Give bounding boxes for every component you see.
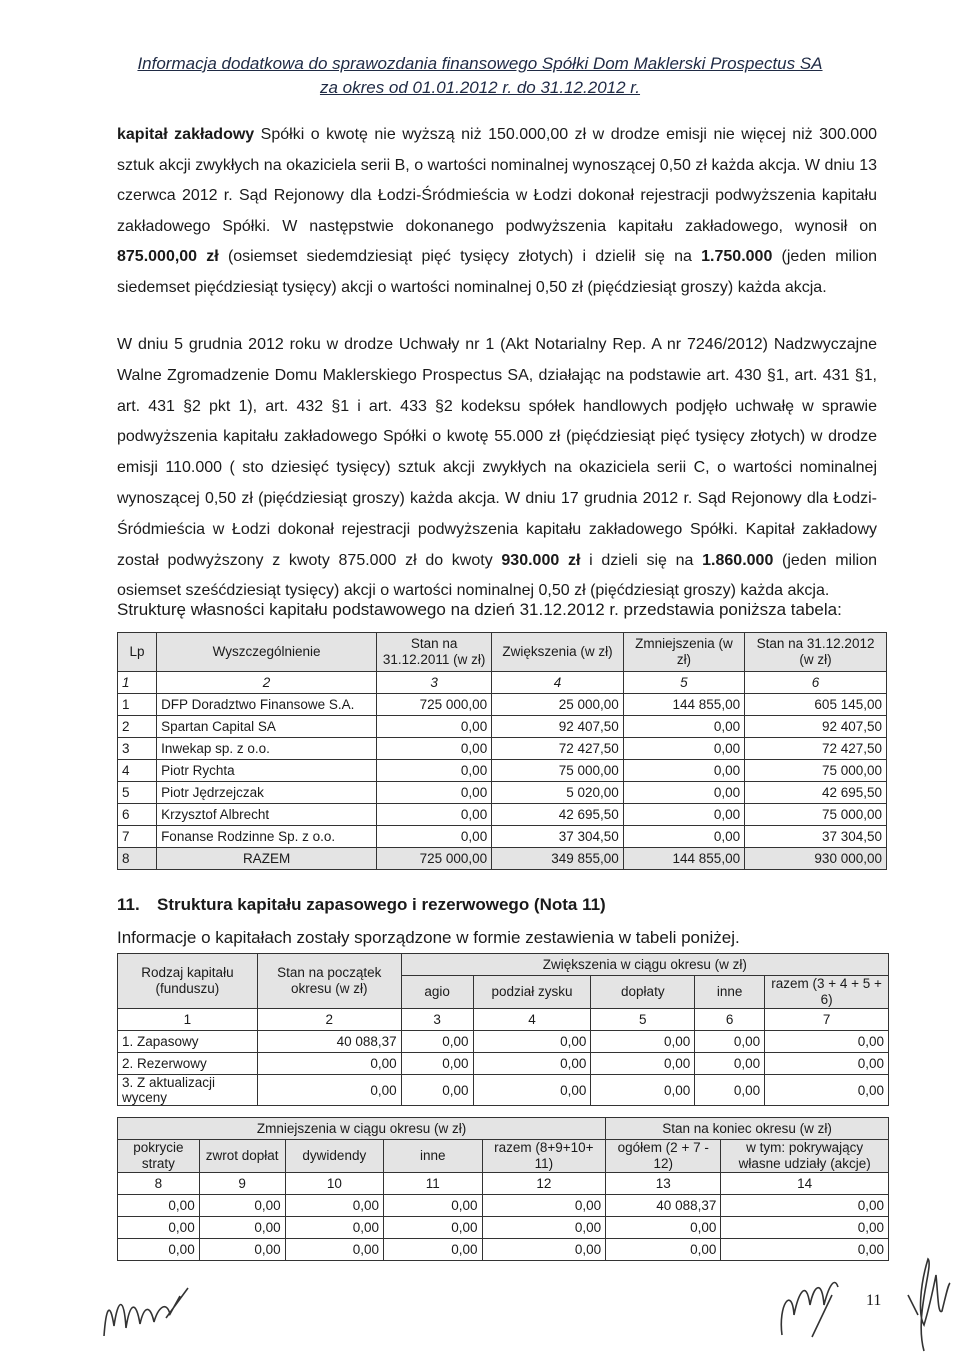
table-row: 3. Z aktualizacji wyceny 0,00 0,00 0,00 0,00 0,00 0,00 [118, 1075, 889, 1106]
col-group-decrease: Zmniejszenia w ciągu okresu (w zł) [118, 1118, 606, 1140]
col-capital-kind: Rodzaj kapitału (funduszu) [118, 954, 258, 1009]
page-number: 11 [866, 1292, 882, 1309]
col-description: Wyszczególnienie [157, 633, 377, 672]
table-row: 7 Fonanse Rodzinne Sp. z o.o. 0,00 37 304,50 0,00 37 304,50 [118, 826, 887, 848]
total-row: 8 RAZEM 725 000,00 349 855,00 144 855,00 930 000,00 [118, 848, 887, 870]
section-number: 11. [117, 895, 140, 914]
section-heading [117, 895, 606, 915]
index-row: 8 9 10 11 12 13 14 [118, 1173, 889, 1195]
index-row: 1 2 3 4 5 6 [118, 672, 887, 694]
table-row: 5 Piotr Jędrzejczak 0,00 5 020,00 0,00 42 695,50 [118, 782, 887, 804]
table-row: 4 Piotr Rychta 0,00 75 000,00 0,00 75 000,00 [118, 760, 887, 782]
signature-right [894, 1255, 960, 1355]
reserve-decrease-table: Zmniejszenia w ciągu okresu (w zł) Stan na koniec okresu (w zł) pokrycie straty zwrot dopłat dywidendy inne razem (8+9+10+ 11) ogółem (2 + 7 - 12) w tym: pokrywający własne udziały (akcje) 8 9 10 11 12 13 14 0,00 0,00 0,00 0,00 0,00 40 088,37 0,00 0,00 0,00 0,00 0,00 0,00 0,00 0,00 0,00 0,00 0,00 0,00 0,00 0,00 0,00 [117, 1117, 889, 1261]
table-row: 0,00 0,00 0,00 0,00 0,00 0,00 0,00 [118, 1217, 889, 1239]
paragraph-share-capital-c: W dniu 5 grudnia 2012 roku w drodze Uchwały nr 1 (Akt Notarialny Rep. A nr 7246/2012) Nadzwyczajne Walne Zgromadzenie Domu Maklerskiego Prospectus SA, działając na podstawie art. 430 §1, art. 431 §1, art. 431 §2 pkt 1), art. 432 §1 i art. 433 §2 kodeksu spółek handlowych podjęło uchwałę w sprawie podwyższenia kapitału zakładowego Spółki o kwotę 55.000 zł (pięćdziesiąt pięć tysięcy złotych) w drodze emisji 110.000 ( sto dziesięć tysięcy) sztuk akcji zwykłych na okaziciela serii C, o wartości nominalnej wynoszącej 0,50 zł (pięćdziesiąt groszy) każda akcja. W dniu 17 grudnia 2012 r. Sąd Rejonowy dla Łodzi-Śródmieścia w Łodzi dokonał rejestracji podwyższenia kapitału zakładowego Spółki. Kapitał zakładowy został podwyższony z kwoty 875.000 zł do kwoty 930.000 zł i dzieli się na 1.860.000 (jeden milion osiemset sześćdziesiąt tysięcy) akcji o wartości nominalnej 0,50 zł (pięćdziesiąt groszy) każda akcja. [117, 336, 878, 600]
reserve-intro: Informacje o kapitałach zostały sporządzone w formie zestawienia w tabeli poniżej. [117, 928, 740, 947]
paragraph-share-capital-b: kapitał zakładowy Spółki o kwotę nie wyższą niż 150.000,00 zł w drodze emisji nie więcej niż 300.000 sztuk akcji zwykłych na okaziciela serii B, o wartości nominalnej wynoszącej 0,50 zł każda akcja. W dniu 13 czerwca 2012 r. Sąd Rejonowy dla Łodzi-Śródmieścia w Łodzi dokonał rejestracji podwyższenia kapitału zakładowego Spółki. W następstwie dokonanego podwyższenia kapitału zakładowego, wynosił on 875.000,00 zł (osiemset siedemdziesiąt pięć tysięcy złotych) i dzielił się na 1.750.000 (jeden milion siedemset pięćdziesiąt tysięcy) akcji o wartości nominalnej 0,50 zł (pięćdziesiąt groszy) każda akcja. [117, 126, 878, 296]
table-header-row [118, 633, 887, 672]
document-header [0, 52, 960, 100]
header-line-1: Informacja dodatkowa do sprawozdania finansowego Spółki Dom Maklerski Prospectus SA [137, 54, 823, 73]
col-group-increase: Zwiększenia w ciągu okresu (w zł) [401, 954, 888, 976]
table-row: 0,00 0,00 0,00 0,00 0,00 0,00 0,00 [118, 1239, 889, 1261]
table-row: 6 Krzysztof Albrecht 0,00 42 695,50 0,00 75 000,00 [118, 804, 887, 826]
col-decrease: Zmniejszenia (w zł) [623, 633, 744, 672]
reserve-increase-table: Rodzaj kapitału (funduszu) Stan na początek okresu (w zł) Zwiększenia w ciągu okresu (w zł) agio podział zysku dopłaty inne razem (3 + 4 + 5 + 6) 1 2 3 4 5 6 7 1. Zapasowy 40 088,37 0,00 0,00 0,00 0,00 0,00 2. Rezerwowy 0,00 0,00 0,00 0,00 0,00 0,00 3. Z aktualizacji wyceny 0,00 0,00 0,00 0,00 0,00 0,00 [117, 953, 889, 1106]
section-title: Struktura kapitału zapasowego i rezerwowego (Nota 11) [157, 895, 606, 914]
table-row: 2. Rezerwowy 0,00 0,00 0,00 0,00 0,00 0,00 [118, 1053, 889, 1075]
signature-initials-middle [772, 1265, 852, 1345]
table-row: 2 Spartan Capital SA 0,00 92 407,50 0,00 92 407,50 [118, 716, 887, 738]
index-row: 1 2 3 4 5 6 7 [118, 1009, 889, 1031]
col-end: Stan na 31.12.2012 (w zł) [745, 633, 887, 672]
col-opening: Stan na początek okresu (w zł) [257, 954, 401, 1009]
col-group-closing: Stan na koniec okresu (w zł) [606, 1118, 889, 1140]
ownership-table [117, 632, 887, 870]
col-lp: Lp [118, 633, 157, 672]
table-row: 1. Zapasowy 40 088,37 0,00 0,00 0,00 0,00 0,00 [118, 1031, 889, 1053]
table-row: 0,00 0,00 0,00 0,00 0,00 40 088,37 0,00 [118, 1195, 889, 1217]
ownership-intro: Strukturę własności kapitału podstawowego na dzień 31.12.2012 r. przedstawia poniższa tabela: [117, 600, 842, 619]
table-row: 3 Inwekap sp. z o.o. 0,00 72 427,50 0,00 72 427,50 [118, 738, 887, 760]
col-start: Stan na 31.12.2011 (w zł) [377, 633, 492, 672]
signature-initials-left [96, 1278, 196, 1348]
table-row: 1 DFP Doradztwo Finansowe S.A. 725 000,00 25 000,00 144 855,00 605 145,00 [118, 694, 887, 716]
header-line-2: za okres od 01.01.2012 r. do 31.12.2012 r. [319, 78, 641, 97]
col-increase: Zwiększenia (w zł) [492, 633, 624, 672]
